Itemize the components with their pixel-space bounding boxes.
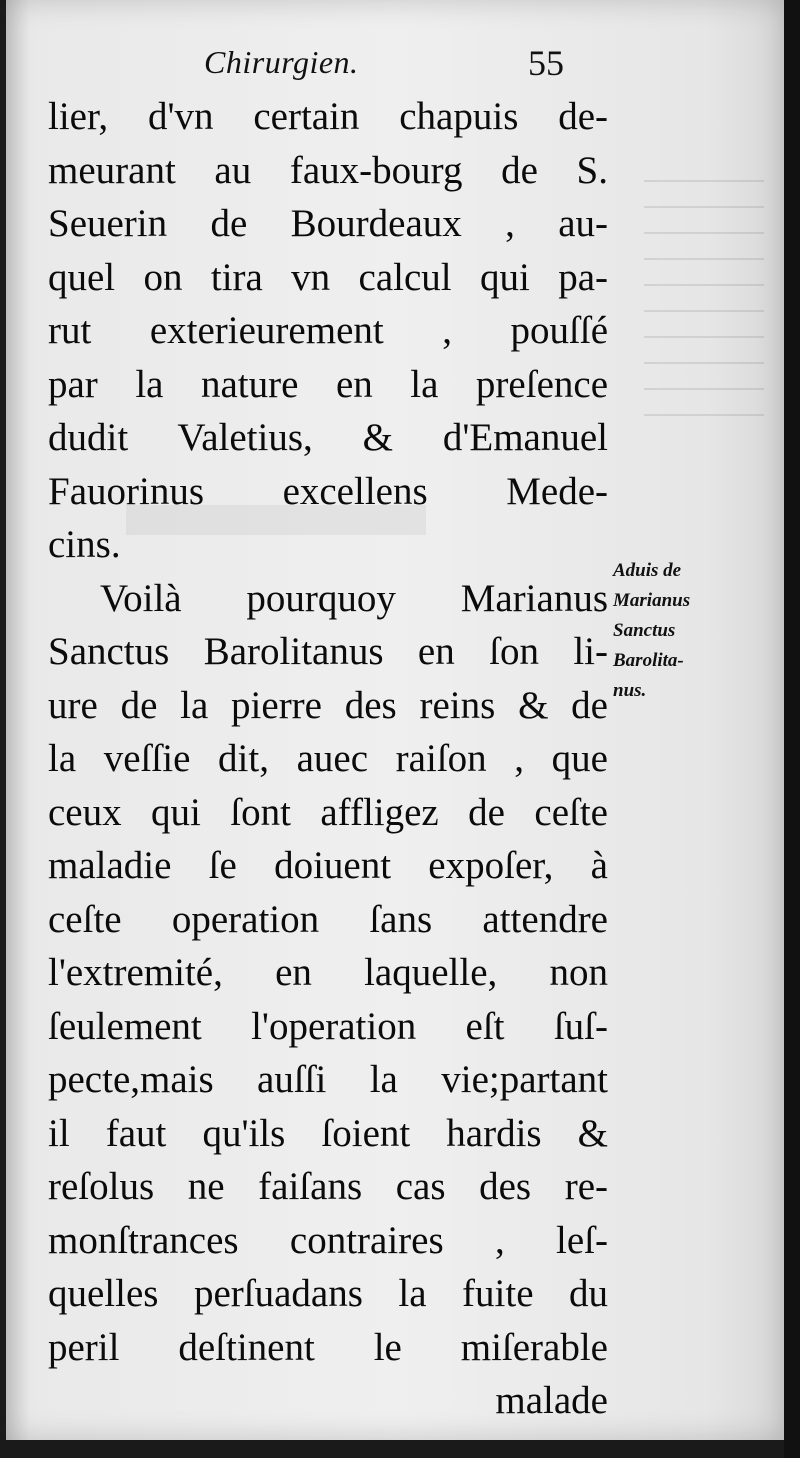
marginal-note-line: Aduis de [613,560,682,581]
scan-border [784,0,800,1458]
text-line: la veſſie dit, auec raiſon , que [48,737,608,780]
text-line: dudit Valetius, & d'Emanuel [48,416,608,459]
text-line: par la nature en la preſence [48,362,608,406]
text-line: reſolus ne faiſans cas des re- [48,1165,608,1208]
text-line: quel on tira vn calcul qui pa- [48,255,608,299]
text-line: cins. [48,523,121,566]
text-line: Sanctus Barolitanus en ſon li- [48,630,608,673]
body-text [48,90,608,1428]
show-through-text [644,180,764,440]
marginal-note-line: nus. [613,680,647,701]
catchword: malade [495,1379,608,1422]
text-line: ceſte operation ſans attendre [48,897,608,941]
marginal-note-line: Marianus [613,590,691,611]
text-line: rut exterieurement , pouſſé [48,309,608,352]
text-line: ure de la pierre des reins & de [48,683,608,727]
text-line: il faut qu'ils ſoient hardis & [48,1111,608,1155]
text-line: lier, d'vn certain chapuis de- [48,95,608,138]
text-line: pecte,mais auſſi la vie;partant [48,1058,608,1101]
text-line: Seuerin de Bourdeaux , au- [48,202,608,245]
text-line: ceux qui ſont affligez de ceſte [48,790,608,834]
paragraph-start-line: Voilà pourquoy Marianus [100,576,608,620]
text-line: peril deſtinent le miſerable [48,1325,608,1369]
page-number: 55 [528,43,564,83]
book-page [6,0,784,1440]
marginal-note [613,556,753,706]
text-line: quelles perſuadans la fuite du [48,1272,608,1315]
text-line: meurant au faux-bourg de S. [48,148,608,192]
text-line: monſtrances contraires , leſ- [48,1218,608,1262]
marginal-note-line: Sanctus [613,620,676,641]
text-line: maladie ſe doiuent expoſer, à [48,844,608,887]
text-line: Fauorinus excellens Mede- [48,469,608,513]
text-line: ſeulement l'operation eſt ſuſ- [48,1004,608,1048]
text-line: l'extremité, en laquelle, non [48,951,608,994]
running-head-title: Chirurgien. [204,44,359,80]
marginal-note-line: Barolita- [613,650,684,671]
